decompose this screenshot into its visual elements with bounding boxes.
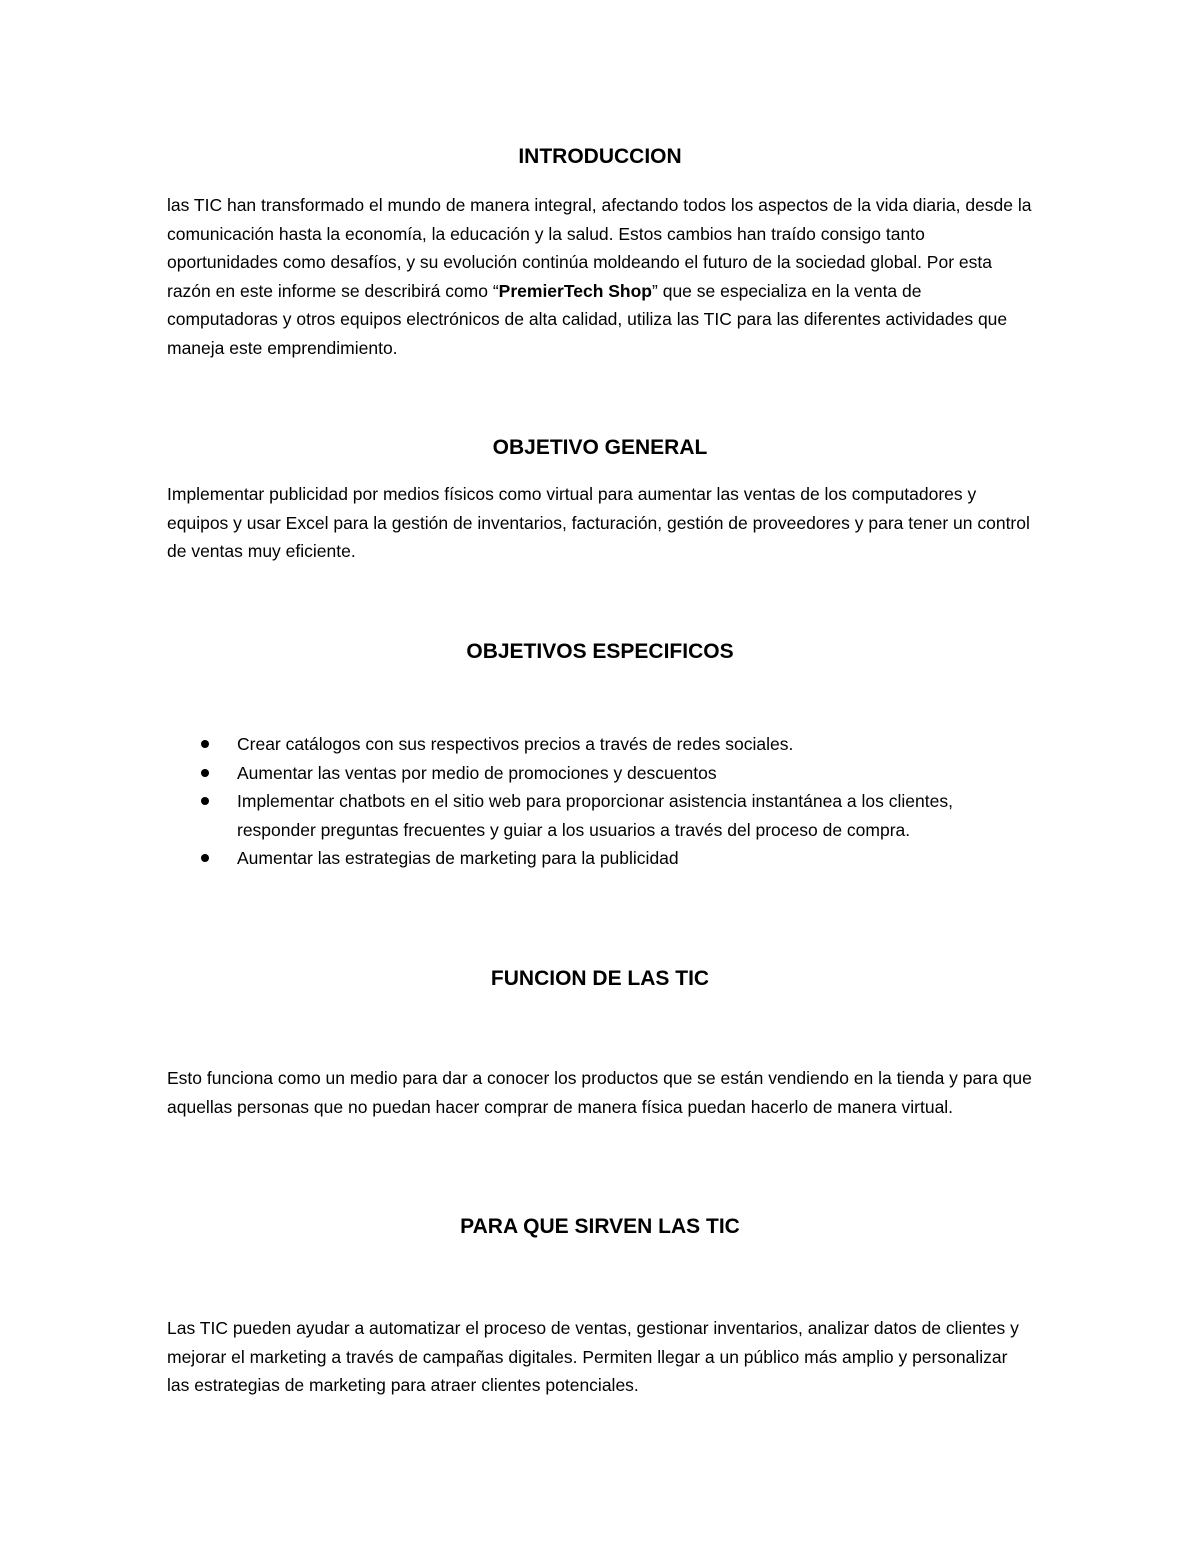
list-item [167,844,1033,873]
list-item-text: Aumentar las estrategias de marketing para la publicidad [237,848,679,869]
heading-funcion-tic: FUNCION DE LAS TIC [490,967,710,990]
heading-introduccion: INTRODUCCION [518,145,682,168]
introduccion-text-before: las TIC han transformado el mundo de manera integral, afectando todos los aspectos de la vida diaria, desde la comunicación hasta la economía, la educación y la salud. Estos cambios han traído consigo tanto oportunidades como desafíos, y su evolución continúa moldeando el futuro de la sociedad global. Por esta razón en este informe se describirá como “ [167,195,1032,301]
list-item-text: Implementar chatbots en el sitio web para proporcionar asistencia instantánea a los clientes, responder preguntas frecuentes y guiar a los usuarios a través del proceso de compra. [237,791,953,840]
list-item-text: Crear catálogos con sus respectivos precios a través de redes sociales. [237,734,794,754]
heading-objetivo-general: OBJETIVO GENERAL [492,436,708,459]
heading-objetivos-especificos: OBJETIVOS ESPECIFICOS [466,640,734,663]
list-item [167,759,1033,788]
list-item-text: Aumentar las ventas por medio de promociones y descuentos [237,762,717,783]
list-item [167,787,1033,844]
bullet-icon [201,769,209,777]
list-item [167,730,1033,759]
paragraph-para-que-sirven: Las TIC pueden ayudar a automatizar el proceso de ventas, gestionar inventarios, analizar datos de clientes y mejorar el marketing a través de campañas digitales. Permiten llegar a un público más amplio y personalizar las estrategias de marketing para atraer clientes potenciales. [167,1318,1019,1396]
brand-name: PremierTech Shop [498,280,653,301]
paragraph-funcion-tic: Esto funciona como un medio para dar a conocer los productos que se están vendiendo en la tienda y para que aquellas personas que no puedan hacer comprar de manera física puedan hacerlo de manera virtual. [167,1068,1032,1117]
objetivos-list [167,730,1033,873]
heading-para-que-sirven: PARA QUE SIRVEN LAS TIC [460,1215,740,1238]
paragraph-introduccion [167,191,1033,363]
paragraph-objetivo-general: Implementar publicidad por medios físicos como virtual para aumentar las ventas de los computadores y equipos y usar Excel para la gestión de inventarios, facturación, gestión de proveedores y para tener un control de ventas muy eficiente. [167,484,1030,562]
bullet-icon [201,797,209,805]
bullet-icon [201,854,209,862]
introduccion-text-after: ” que se especializa en la venta de computadoras y otros equipos electrónicos de alta calidad, utiliza las TIC para las diferentes actividades que maneja este emprendimiento. [167,280,1008,358]
bullet-icon [201,740,209,748]
